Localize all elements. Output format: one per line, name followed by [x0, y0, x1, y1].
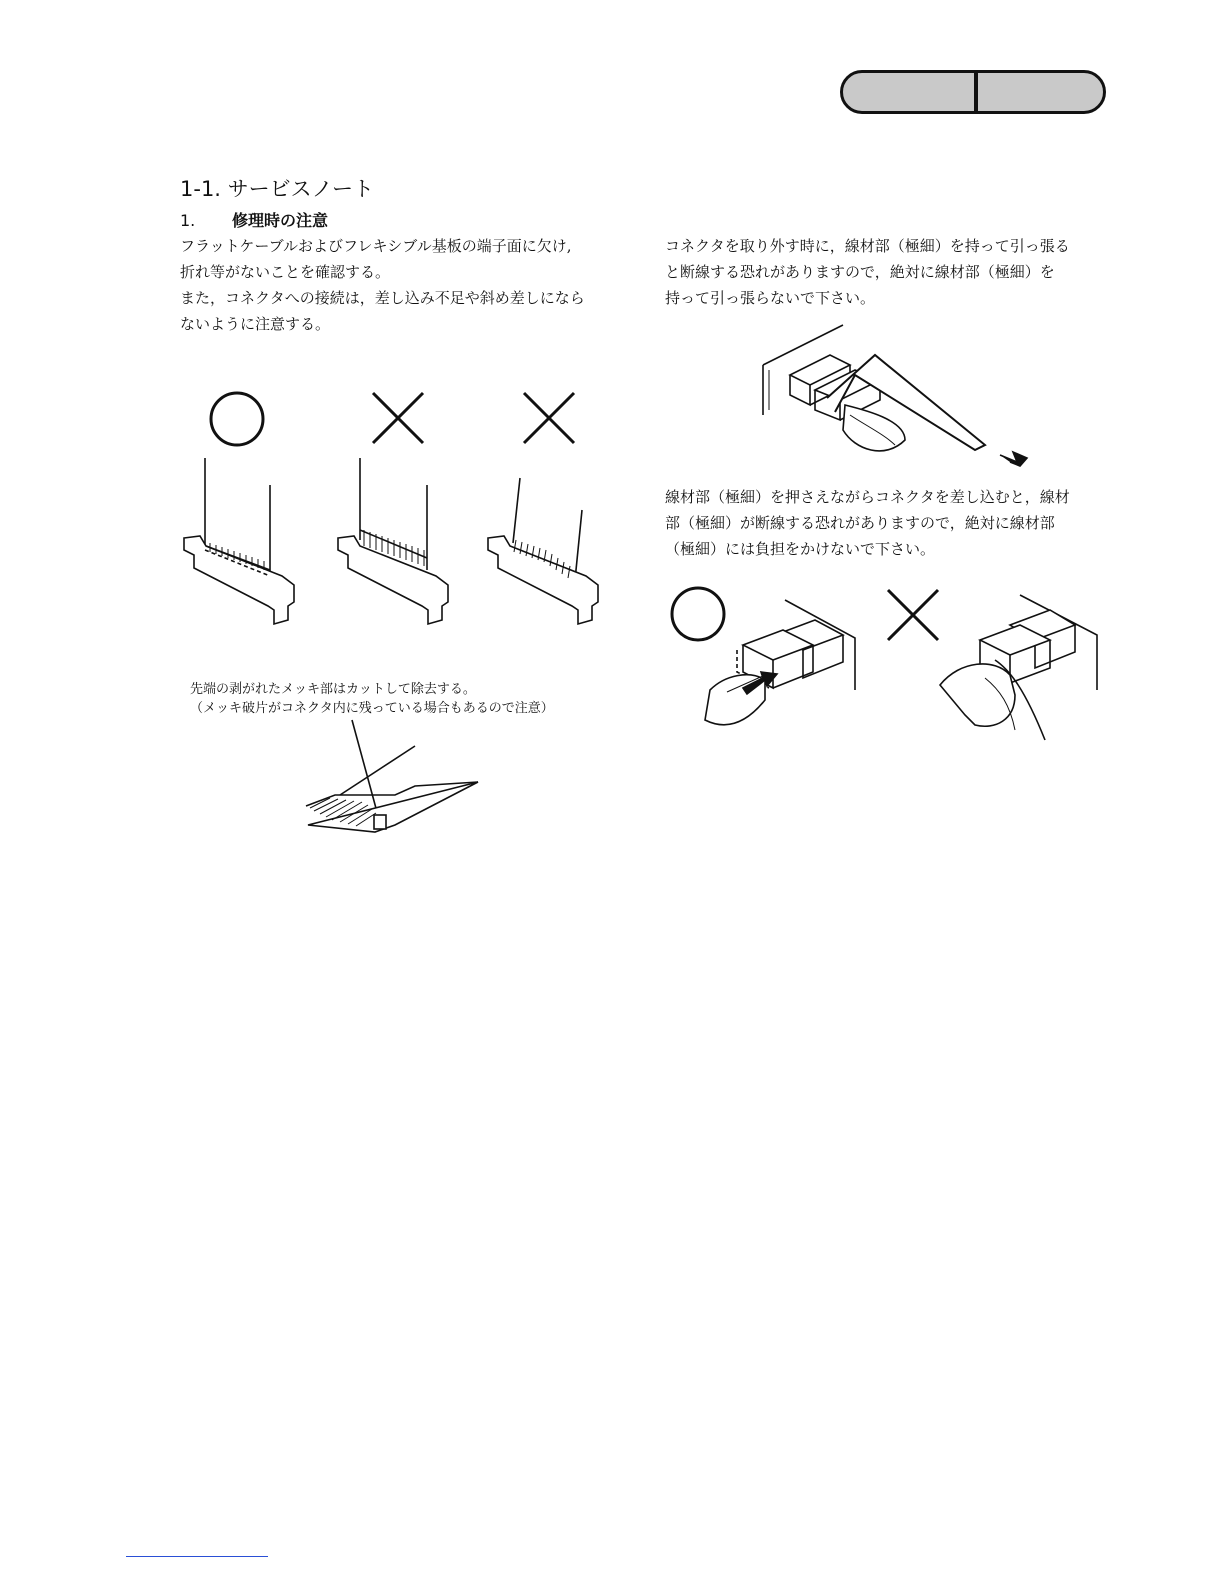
- bad-mark-cross: [373, 393, 423, 443]
- tab-segment-right: [979, 73, 1103, 111]
- insertion-paragraph-line: （極細）には負担をかけないで下さい。: [665, 540, 936, 558]
- subsection-label: 修理時の注意: [232, 211, 329, 230]
- removal-paragraph-line: 持って引っ張らないで下さい。: [665, 289, 876, 307]
- connector-correct: [184, 458, 294, 624]
- removal-paragraph: [665, 233, 1070, 311]
- plating-caption: [190, 680, 554, 718]
- section-title: 1-1. サービスノート: [180, 177, 375, 201]
- connector-insufficient: [338, 458, 448, 624]
- section-tab: [840, 70, 1106, 114]
- subsection-title: [180, 208, 328, 231]
- left-paragraph-line: また，コネクタへの接続は，差し込み不足や斜め差しになら: [180, 289, 585, 307]
- connector-insertion-figure: [170, 380, 620, 640]
- insertion-paragraph: [665, 484, 1070, 562]
- tab-divider: [974, 73, 978, 111]
- left-paragraph-line: 折れ等がないことを確認する。: [180, 263, 391, 281]
- insertion-paragraph-line: 部（極細）が断線する恐れがありますので，絶対に線材部: [665, 514, 1055, 532]
- left-paragraph-line: フラットケーブルおよびフレキシブル基板の端子面に欠け,: [180, 237, 572, 255]
- removal-paragraph-line: と断線する恐れがありますので，絶対に線材部（極細）を: [665, 263, 1055, 281]
- connector-slanted: [488, 478, 598, 624]
- removal-paragraph-line: コネクタを取り外す時に，線材部（極細）を持って引っ張る: [665, 237, 1070, 255]
- left-paragraph-line: ないように注意する。: [180, 315, 331, 333]
- bad-mark-cross: [524, 393, 574, 443]
- insertion-paragraph-line: 線材部（極細）を押さえながらコネクタを差し込むと，線材: [665, 488, 1070, 506]
- bad-mark-cross: [888, 590, 938, 640]
- cable-pull-figure: [755, 320, 1035, 470]
- plating-caption-line: （メッキ破片がコネクタ内に残っている場合もあるので注意）: [190, 701, 554, 716]
- good-mark-circle: [211, 393, 263, 445]
- cable-tip-figure: [300, 715, 490, 850]
- good-mark-circle: [672, 588, 724, 640]
- left-paragraph: [180, 233, 585, 337]
- plating-caption-line: 先端の剥がれたメッキ部はカットして除去する。: [190, 682, 476, 697]
- cable-insert-figure: [665, 580, 1105, 750]
- footer-rule: [126, 1556, 268, 1557]
- subsection-number: 1.: [180, 211, 196, 230]
- tab-segment-left: [843, 73, 975, 111]
